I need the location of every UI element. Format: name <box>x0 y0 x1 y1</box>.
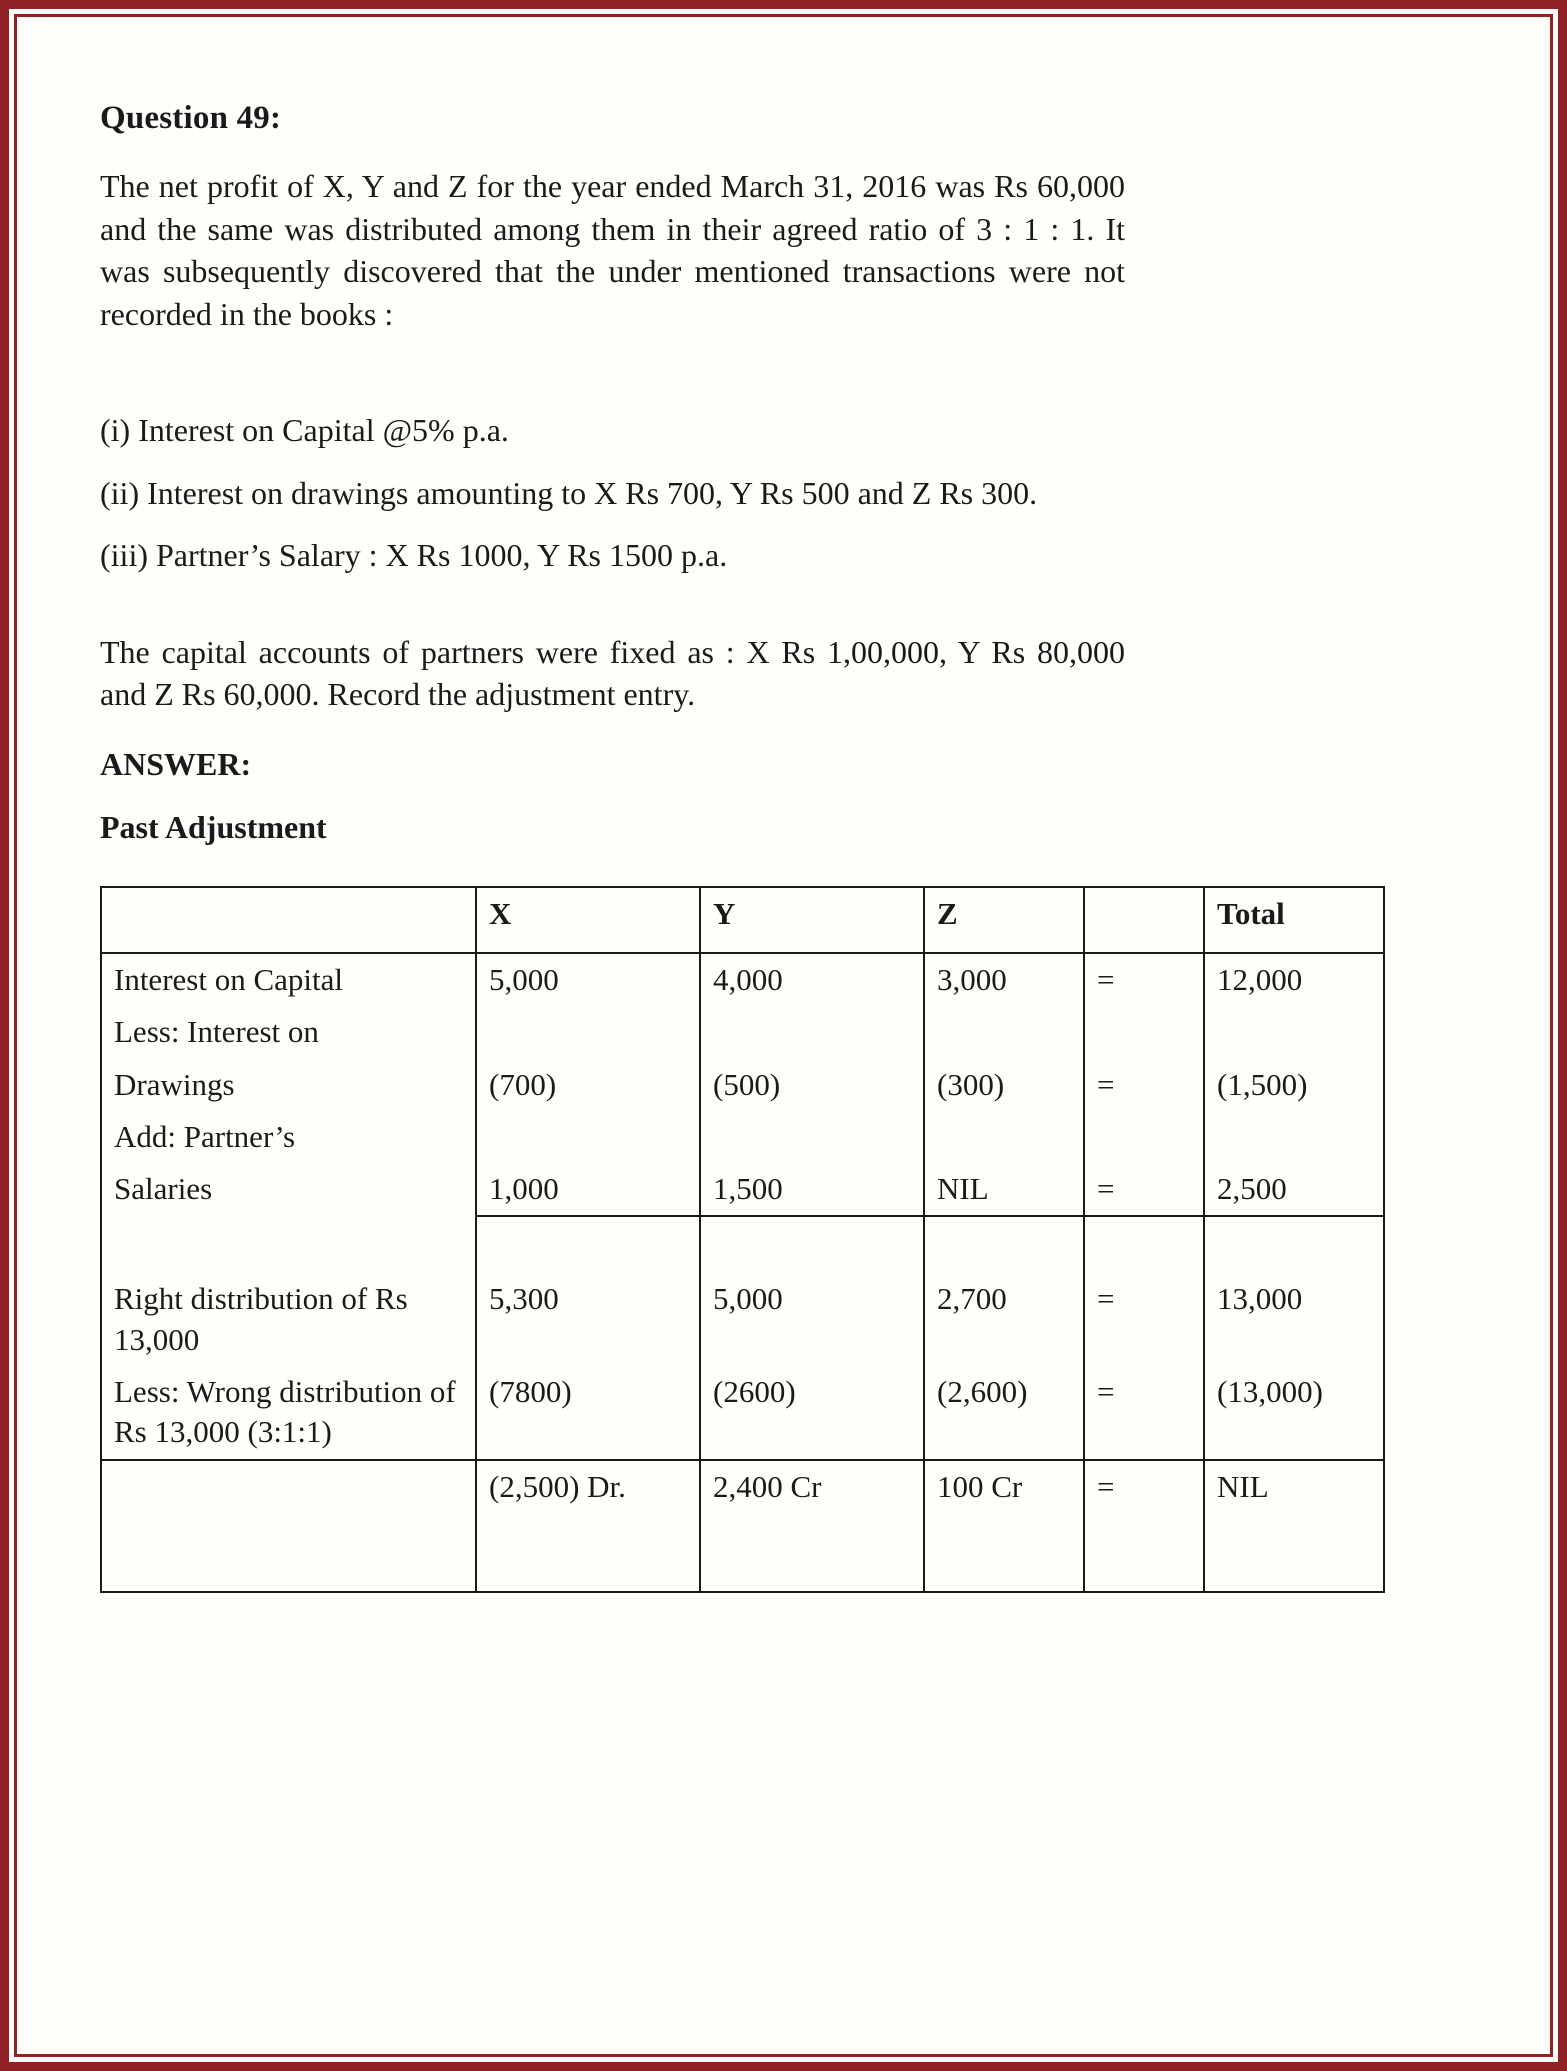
page-sheet <box>22 22 1545 2049</box>
list-item-marker: (i) <box>100 412 131 449</box>
cell-z: (300) <box>924 1059 1084 1111</box>
cell-y: (2600) <box>700 1366 924 1460</box>
table-row <box>101 1059 1384 1111</box>
table-row <box>101 1460 1384 1592</box>
cell-x: (700) <box>476 1059 700 1111</box>
cell-total: (13,000) <box>1204 1366 1384 1460</box>
question-paragraph: The net profit of X, Y and Z for the year ended March 31, 2016 was Rs 60,000 and the same was distributed among them in their agreed ratio of 3 : 1 : 1. It was subsequently discovered that the under mentioned transactions were not recorded in the books : <box>100 168 1125 332</box>
list-item-label: Interest on Capital @5% p.a. <box>138 412 509 449</box>
cell-y: 2,400 Cr <box>700 1460 924 1592</box>
list-item-marker: (iii) <box>100 537 148 574</box>
cell-x <box>476 1006 700 1058</box>
cell-total <box>1204 1006 1384 1058</box>
cell-equals: = <box>1084 1163 1204 1216</box>
cell-equals <box>1084 1111 1204 1163</box>
cell-y: 4,000 <box>700 953 924 1006</box>
answer-subheading: Past Adjustment <box>100 808 327 845</box>
cell-y: (500) <box>700 1059 924 1111</box>
table-row <box>101 1111 1384 1163</box>
column-header-y: Y <box>700 887 924 953</box>
cell-label <box>101 1460 476 1592</box>
table-row <box>101 1273 1384 1366</box>
list-item <box>100 409 1125 452</box>
cell-x <box>476 1216 700 1273</box>
question-closing-paragraph: The capital accounts of partners were fixed as : X Rs 1,00,000, Y Rs 80,000 and Z Rs 60,000. Record the adjustment entry. <box>100 633 1125 713</box>
table-row <box>101 1163 1384 1216</box>
cell-y <box>700 1111 924 1163</box>
cell-z: 3,000 <box>924 953 1084 1006</box>
cell-z: 2,700 <box>924 1273 1084 1366</box>
question-title: Question 49: <box>100 100 282 136</box>
cell-y <box>700 1216 924 1273</box>
cell-y <box>700 1006 924 1058</box>
cell-y: 5,000 <box>700 1273 924 1366</box>
cell-z <box>924 1006 1084 1058</box>
table-spacer-row <box>101 1216 1384 1273</box>
column-header-equals <box>1084 887 1204 953</box>
cell-equals: = <box>1084 1273 1204 1366</box>
cell-label: Less: Interest on <box>101 1006 476 1058</box>
cell-equals <box>1084 1216 1204 1273</box>
cell-total <box>1204 1111 1384 1163</box>
list-item-marker: (ii) <box>100 474 140 511</box>
past-adjustment-table <box>100 886 1385 1593</box>
question-items-list <box>100 409 1125 577</box>
list-item-label: Interest on drawings amounting to X Rs 700, Y Rs 500 and Z Rs 300. <box>147 474 1038 511</box>
column-header-total: Total <box>1204 887 1384 953</box>
cell-equals <box>1084 1006 1204 1058</box>
column-header-label <box>101 887 476 953</box>
list-item <box>100 472 1125 515</box>
cell-total: 2,500 <box>1204 1163 1384 1216</box>
cell-y: 1,500 <box>700 1163 924 1216</box>
cell-label: Drawings <box>101 1059 476 1111</box>
cell-x: 1,000 <box>476 1163 700 1216</box>
cell-x <box>476 1111 700 1163</box>
cell-total: NIL <box>1204 1460 1384 1592</box>
cell-label: Right distribution of Rs 13,000 <box>101 1273 476 1366</box>
table-header <box>101 887 1384 953</box>
cell-label <box>101 1216 476 1273</box>
column-header-z: Z <box>924 887 1084 953</box>
cell-equals: = <box>1084 1460 1204 1592</box>
table-row <box>101 953 1384 1006</box>
cell-total: 12,000 <box>1204 953 1384 1006</box>
cell-equals: = <box>1084 953 1204 1006</box>
cell-z: 100 Cr <box>924 1460 1084 1592</box>
cell-z: (2,600) <box>924 1366 1084 1460</box>
table-row <box>101 1366 1384 1460</box>
cell-label: Less: Wrong distribution of Rs 13,000 (3:1:1) <box>101 1366 476 1460</box>
cell-x: 5,300 <box>476 1273 700 1366</box>
cell-label: Interest on Capital <box>101 953 476 1006</box>
cell-z <box>924 1216 1084 1273</box>
cell-z: NIL <box>924 1163 1084 1216</box>
spacer <box>100 597 1125 631</box>
cell-z <box>924 1111 1084 1163</box>
answer-heading: ANSWER: <box>100 745 252 782</box>
cell-equals: = <box>1084 1366 1204 1460</box>
cell-x: 5,000 <box>476 953 700 1006</box>
list-item <box>100 534 1125 577</box>
cell-total: 13,000 <box>1204 1273 1384 1366</box>
cell-label: Add: Partner’s <box>101 1111 476 1163</box>
cell-total <box>1204 1216 1384 1273</box>
cell-total: (1,500) <box>1204 1059 1384 1111</box>
column-header-x: X <box>476 887 700 953</box>
list-item-label: Partner’s Salary : X Rs 1000, Y Rs 1500 p.a. <box>155 537 728 574</box>
spacer <box>100 353 1125 409</box>
document-content <box>100 100 1323 1593</box>
cell-equals: = <box>1084 1059 1204 1111</box>
table-body <box>101 953 1384 1592</box>
table-row <box>101 1006 1384 1058</box>
cell-x: (2,500) Dr. <box>476 1460 700 1592</box>
cell-x: (7800) <box>476 1366 700 1460</box>
table-header-row <box>101 887 1384 953</box>
cell-label: Salaries <box>101 1163 476 1216</box>
